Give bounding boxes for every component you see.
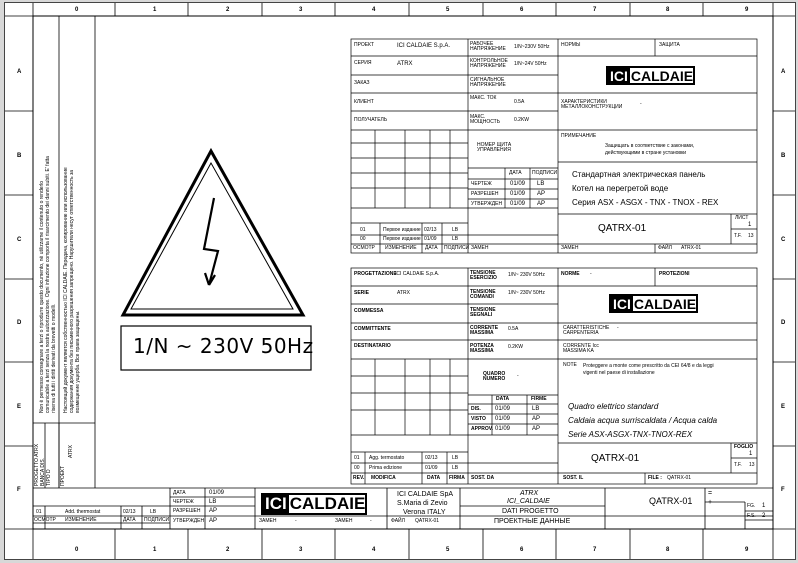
it-sheet-value: 1 bbox=[749, 451, 753, 457]
it-signal-voltage-label: TENSIONE SEGNALI bbox=[470, 307, 496, 318]
column-label-top: 8 bbox=[666, 7, 670, 13]
it-dis-sign: LB bbox=[532, 406, 540, 412]
it-rev-header-sign: FIRMA bbox=[449, 475, 465, 481]
column-label-bottom: 2 bbox=[226, 547, 230, 553]
ru-project-label: ПРОЕКТ bbox=[354, 42, 375, 48]
it-power-label: POTENZA MASSIMA bbox=[470, 343, 494, 354]
ru-rev1-number: 01 bbox=[360, 227, 366, 233]
it-description-1: Quadro elettrico standard bbox=[568, 402, 659, 411]
it-visto-label: VISTO bbox=[471, 416, 486, 422]
ru-appr-label: УТВЕРЖДЕН bbox=[471, 201, 503, 207]
bottom-title-1: ATRX bbox=[520, 490, 539, 497]
column-label-top: 2 bbox=[226, 7, 230, 13]
it-appr-date: 01/09 bbox=[495, 426, 511, 432]
it-destination-label: DESTINATARIO bbox=[354, 343, 391, 349]
bottom-drawing-code: QATRX-01 bbox=[649, 496, 693, 506]
row-label-left: C bbox=[17, 237, 22, 243]
it-description-2: Caldaia acqua surriscaldata / Acqua calda bbox=[568, 416, 718, 425]
ru-power-value: 0.2KW bbox=[514, 117, 530, 123]
ru-drawn-label: ЧЕРТЕЖ bbox=[471, 181, 492, 187]
bottom-data-ru: ПРОЕКТНЫЕ ДАННЫЕ bbox=[494, 518, 571, 525]
bottom-file-label: ФАЙЛ bbox=[391, 518, 405, 524]
ru-rev-header-replaced: ЗАМЕН bbox=[471, 245, 489, 251]
ru-series-value: ATRX bbox=[397, 61, 413, 67]
ru-file-label: ФАЙЛ bbox=[658, 245, 672, 251]
it-rev-header-change: MODIFICA bbox=[371, 475, 396, 481]
row-label-left: B bbox=[17, 153, 22, 159]
company-country: Verona ITALY bbox=[403, 509, 446, 516]
ru-signal-voltage-label: СИГНАЛЬНОЕ НАПРЯЖЕНИЕ bbox=[470, 77, 506, 88]
column-label-top: 4 bbox=[372, 7, 376, 13]
bottom-date-label: ДАТА bbox=[173, 490, 186, 496]
row-label-right: F bbox=[781, 487, 785, 493]
ru-power-label: МАКС. МОЩНОСТЬ bbox=[470, 114, 501, 125]
ru-note-label: ПРИМЕЧАНИЕ bbox=[561, 133, 597, 139]
it-panel-number-label: QUADRO NUMERO bbox=[483, 371, 506, 382]
it-rev0-description: Prima edizione bbox=[369, 465, 403, 471]
it-date-header: DATA bbox=[496, 396, 510, 402]
ru-rev-header-change: ИЗМЕНЕНИЕ bbox=[385, 245, 417, 251]
it-rev-header-rev: REV. bbox=[353, 475, 365, 481]
bottom-appr-value: AP bbox=[209, 518, 218, 524]
row-label-left: D bbox=[17, 320, 22, 326]
it-work-voltage-label: TENSIONE ESERCIZIO bbox=[470, 270, 497, 281]
bottom-rev-date: 02/13 bbox=[123, 509, 136, 515]
it-norms-label: NORME bbox=[561, 271, 580, 277]
column-label-top: 1 bbox=[153, 7, 157, 13]
column-label-top: 5 bbox=[446, 7, 450, 13]
it-icc-label: CORRENTE Icc MASSIMA KA bbox=[563, 343, 599, 354]
it-current-label: CORRENTE MASSIMA bbox=[470, 325, 499, 336]
logo-caldaie: CALDAIE bbox=[633, 295, 697, 312]
ru-panel-number-label: НОМЕР ЩИТА УПРАВЛЕНИЯ bbox=[477, 142, 512, 153]
it-rev0-sign: LB bbox=[452, 465, 459, 471]
ru-control-voltage-label: КОНТРОЛЬНОЕ НАПРЯЖЕНИЕ bbox=[470, 58, 508, 69]
copyright-note-it: Non è permesso consegnare a terzi o riprodurre questo documento, nè utilizzarne il contenuto o renderlo comunicabile a terzi senza la nostra autorizzazione. Ogni infrazione comporta il risarcimento dei danni subiti. E' fatta riserva di tutti i diritti derivati da brevetti o modelli. bbox=[39, 156, 57, 413]
bottom-perm-label: РАЗРЕШЕН bbox=[173, 508, 201, 514]
it-work-voltage-value: 1/N~ 230V 50Hz bbox=[508, 272, 545, 278]
it-series-label: SERIE bbox=[354, 290, 370, 296]
column-label-top: 6 bbox=[520, 7, 524, 13]
ru-sheet-value: 1 bbox=[748, 222, 752, 228]
ici-caldaie-logo-bottom bbox=[261, 493, 367, 515]
side-label-ru-value: ATRX bbox=[68, 445, 74, 458]
ru-receiver-label: ПОЛУЧАТЕЛЬ bbox=[354, 117, 388, 123]
ru-current-label: МАКС. ТОК bbox=[470, 95, 497, 101]
column-label-bottom: 1 bbox=[153, 547, 157, 553]
ru-sheet-label: ЛИСТ bbox=[735, 215, 749, 221]
it-sheet-label: FOGLIO bbox=[734, 444, 754, 450]
logo-ici: ICI bbox=[613, 295, 631, 312]
bottom-rev-number: 01 bbox=[36, 509, 42, 515]
ru-series-label: СЕРИЯ bbox=[354, 60, 372, 66]
voltage-label: 1/N ~ 230V 50Hz bbox=[133, 334, 314, 358]
ru-perm-sign: AP bbox=[537, 191, 546, 197]
it-client-label: COMMITTENTE bbox=[354, 326, 391, 332]
bottom-rev-header-sign: ПОДПИСИ bbox=[144, 517, 170, 523]
ru-perm-label: РАЗРЕШЕН bbox=[471, 191, 499, 197]
it-rev0-date: 01/09 bbox=[425, 465, 438, 471]
it-dis-label: DIS. bbox=[471, 406, 481, 412]
bottom-fs-value: 2 bbox=[762, 513, 766, 519]
side-label-project: PROGETTO ATRX bbox=[34, 443, 40, 486]
bottom-perm-value: AP bbox=[209, 508, 218, 514]
it-tf-label: T.F. bbox=[734, 462, 742, 468]
it-series-value: ATRX bbox=[397, 290, 410, 296]
bottom-data-it: DATI PROGETTO bbox=[502, 508, 559, 515]
ru-rev-header-sign: ПОДПИСИ bbox=[444, 245, 470, 251]
column-label-bottom: 8 bbox=[666, 547, 670, 553]
ru-current-value: 0.5A bbox=[514, 99, 525, 105]
bottom-drawn-label: ЧЕРТЕЖ bbox=[173, 499, 194, 505]
it-rev1-date: 02/13 bbox=[425, 455, 438, 461]
bottom-date-value: 01/09 bbox=[209, 490, 225, 496]
it-project-value: ICI CALDAIE S.p.A. bbox=[395, 271, 440, 277]
row-label-right: C bbox=[781, 237, 786, 243]
ru-rev0-date: 01/09 bbox=[424, 236, 437, 242]
bottom-replacing-label: ЗАМЕН bbox=[335, 518, 353, 524]
ru-protection-label: ЗАЩИТА bbox=[659, 42, 680, 48]
bottom-appr-label: УТВЕРЖДЕН bbox=[173, 518, 205, 524]
it-control-voltage-value: 1/N~ 230V 50Hz bbox=[508, 290, 545, 296]
it-char-value: - bbox=[617, 325, 619, 331]
it-appr-label: APPROV. bbox=[471, 426, 494, 432]
it-appr-sign: AP bbox=[532, 426, 541, 432]
ru-control-voltage-value: 1/N~24V 50Hz bbox=[514, 61, 547, 67]
ru-file-value: ATRX-01 bbox=[681, 245, 702, 251]
ru-order-label: ЗАКАЗ bbox=[354, 80, 370, 86]
row-label-right: E bbox=[781, 404, 786, 410]
ru-rev1-date: 02/13 bbox=[424, 227, 437, 233]
ru-description-2: Котел на перегретой воде bbox=[572, 184, 669, 193]
ru-project-value: ICI CALDAIE S.p.A. bbox=[397, 43, 451, 49]
it-power-value: 0.2KW bbox=[508, 344, 524, 350]
it-visto-sign: AP bbox=[532, 416, 541, 422]
it-rev1-number: 01 bbox=[354, 455, 360, 461]
ru-appr-sign: AP bbox=[537, 201, 546, 207]
row-label-left: E bbox=[17, 404, 22, 410]
company-city: S.Maria di Zevio bbox=[397, 500, 448, 507]
logo-ici: ICI bbox=[265, 494, 287, 513]
ici-caldaie-logo-ru bbox=[606, 66, 695, 85]
bottom-fg-value: 1 bbox=[762, 503, 766, 509]
it-norms-value: - bbox=[590, 271, 592, 277]
column-label-bottom: 3 bbox=[299, 547, 303, 553]
bottom-fg-label: FG. bbox=[747, 503, 756, 509]
ru-char-value: - bbox=[640, 101, 642, 107]
copyright-note-ru: Настоящий документ является собственностью ICI CALDAIE. Передача, копирование или использование содержания документа без письменного разрешения запрещено. Нарушители несут ответственность за возмещение ущерба. Все права защищены. bbox=[63, 167, 81, 413]
column-label-top: 9 bbox=[745, 7, 749, 13]
row-label-left: A bbox=[17, 69, 22, 75]
it-file-value: QATRX-01 bbox=[667, 475, 692, 481]
ru-rev0-description: Первое издание bbox=[383, 236, 421, 242]
bottom-title-2: ICI_CALDAIE bbox=[507, 498, 550, 505]
bottom-plus-sign: + bbox=[708, 499, 713, 506]
it-rev1-description: Agg. termostato bbox=[369, 455, 405, 461]
it-tf-value: 13 bbox=[749, 462, 755, 468]
bottom-rev-header-change: ИЗМЕНЕНИЕ bbox=[65, 517, 97, 523]
ru-rev-header-rev: ОСМОТР bbox=[353, 245, 375, 251]
column-label-bottom: 7 bbox=[593, 547, 597, 553]
ru-sign-header: ПОДПИСИ bbox=[532, 170, 558, 176]
row-label-right: B bbox=[781, 153, 786, 159]
ru-rev1-sign: LB bbox=[452, 227, 459, 233]
logo-caldaie: CALDAIE bbox=[630, 67, 694, 84]
ru-char-label: ХАРАКТЕРИСТИКИ МЕТАЛЛОКОНСТРУКЦИИ bbox=[561, 99, 623, 110]
ru-work-voltage-label: РАБОЧЕЕ НАПРЯЖЕНИЕ bbox=[470, 41, 506, 52]
side-label-ru-project: ПРОЕКТ bbox=[60, 465, 66, 486]
ru-drawn-sign: LB bbox=[537, 181, 545, 187]
it-note-label: NOTE bbox=[563, 362, 577, 368]
row-label-right: A bbox=[781, 69, 786, 75]
company-name: ICI CALDAIE SpA bbox=[397, 491, 454, 498]
side-label-type: TIPO D bbox=[46, 469, 52, 486]
it-rev-header-date: DATA bbox=[427, 475, 441, 481]
logo-caldaie: CALDAIE bbox=[289, 494, 366, 513]
it-dis-date: 01/09 bbox=[495, 406, 511, 412]
it-drawing-code: QATRX-01 bbox=[591, 453, 640, 464]
bottom-fs-label: F.S. bbox=[747, 513, 756, 519]
row-label-right: D bbox=[781, 320, 786, 326]
it-sign-header: FIRME bbox=[531, 396, 547, 402]
ru-note-value: Защищать в соответствие с законами, действующими в стране установки bbox=[605, 143, 695, 156]
ru-rev0-number: 00 bbox=[360, 236, 366, 242]
ru-drawn-date: 01/09 bbox=[510, 181, 526, 187]
bottom-rev-header-date: ДАТА bbox=[123, 517, 136, 523]
bottom-rev-sign: LB bbox=[150, 509, 157, 515]
it-description-3: Serie ASX-ASGX-TNX-TNOX-REX bbox=[568, 430, 693, 439]
ru-replaced-label: ЗАМЕН bbox=[561, 245, 579, 251]
it-rev1-sign: LB bbox=[452, 455, 459, 461]
bottom-drawn-value: LB bbox=[209, 499, 217, 505]
it-current-value: 0.5A bbox=[508, 326, 519, 332]
ru-client-label: КЛИЕНТ bbox=[354, 99, 374, 105]
ru-rev-header-date: ДАТА bbox=[425, 245, 438, 251]
ru-date-header: ДАТА bbox=[509, 170, 522, 176]
it-order-label: COMMESSA bbox=[354, 308, 384, 314]
it-control-voltage-label: TENSIONE COMANDI bbox=[470, 289, 496, 300]
ici-caldaie-logo-it bbox=[609, 294, 698, 313]
ru-description-3: Серия ASX - ASGX - TNX - TNOX - REX bbox=[572, 198, 719, 207]
bottom-replaced-value: - bbox=[295, 518, 297, 524]
ru-norms-label: НОРМЫ bbox=[561, 42, 581, 48]
column-label-top: 7 bbox=[593, 7, 597, 13]
bottom-rev-description: Add. thermostat bbox=[65, 509, 101, 515]
row-label-left: F bbox=[17, 487, 21, 493]
ru-description-1: Стандартная электрическая панель bbox=[572, 170, 706, 179]
ru-rev1-description: Первое издание bbox=[383, 227, 421, 233]
it-rev0-number: 00 bbox=[354, 465, 360, 471]
drawing-sheet bbox=[4, 2, 796, 560]
ru-drawing-code: QATRX-01 bbox=[598, 223, 647, 234]
bottom-replacing-value: - bbox=[370, 518, 372, 524]
ru-perm-date: 01/09 bbox=[510, 191, 526, 197]
column-label-bottom: 6 bbox=[520, 547, 524, 553]
it-visto-date: 01/09 bbox=[495, 416, 511, 422]
it-protection-label: PROTEZIONI bbox=[659, 271, 690, 277]
column-label-bottom: 5 bbox=[446, 547, 450, 553]
side-label-bank: BANCA DIS. bbox=[40, 457, 46, 486]
ru-appr-date: 01/09 bbox=[510, 201, 526, 207]
logo-ici: ICI bbox=[610, 67, 628, 84]
column-label-top: 3 bbox=[299, 7, 303, 13]
it-note-value: Proteggere a monte come prescritto da CEI 64/8 e da leggi vigenti nel paese di installazione bbox=[583, 363, 714, 376]
it-replaces-label: SOST. IL bbox=[563, 475, 584, 481]
bottom-file-value: QATRX-01 bbox=[415, 518, 440, 524]
it-rev-header-replaced-by: SOST. DA bbox=[471, 475, 495, 481]
bottom-replaced-label: ЗАМЕН bbox=[259, 518, 277, 524]
column-label-bottom: 4 bbox=[372, 547, 376, 553]
column-label-bottom: 0 bbox=[75, 547, 79, 553]
column-label-top: 0 bbox=[75, 7, 79, 13]
it-char-label: CARATTERISTICHE CARPENTERIA bbox=[563, 325, 610, 336]
it-panel-number-value: - bbox=[517, 373, 519, 379]
ru-tf-value: 13 bbox=[748, 233, 754, 239]
bottom-eq-sign: = bbox=[708, 490, 713, 497]
ru-work-voltage-value: 1/N~230V 50Hz bbox=[514, 44, 550, 50]
column-label-bottom: 9 bbox=[745, 547, 749, 553]
ru-rev0-sign: LB bbox=[452, 236, 459, 242]
it-file-label: FILE : bbox=[648, 475, 662, 481]
ru-tf-label: T.F. bbox=[734, 233, 742, 239]
it-project-label: PROGETTAZIONE bbox=[354, 271, 397, 277]
bottom-rev-header-rev: ОСМОТР bbox=[34, 517, 56, 523]
